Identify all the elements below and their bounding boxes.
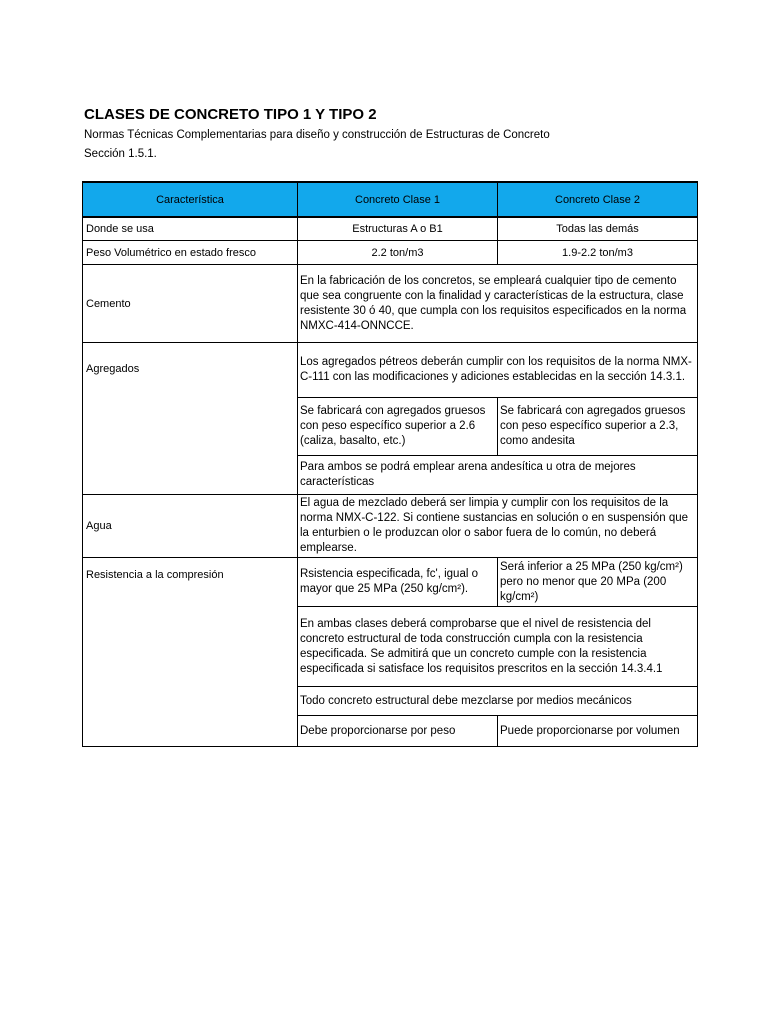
cell-shared: En la fabricación de los concretos, se empleará cualquier tipo de cemento que sea congruente con la finalidad y características de la estructura, clase resistente 30 ó 40, que cumpla con los requisitos especificados en la norma NMXC-414-ONNCCE. xyxy=(298,265,698,343)
table-row xyxy=(83,241,698,265)
header-caracteristica: Característica xyxy=(83,182,298,217)
cell-clase-2: Todas las demás xyxy=(498,217,698,241)
cell-clase-1: Debe proporcionarse por peso xyxy=(298,716,498,747)
table-row xyxy=(83,217,698,241)
table-row xyxy=(83,343,698,398)
table-row xyxy=(83,265,698,343)
row-label: Peso Volumétrico en estado fresco xyxy=(83,241,298,265)
row-label: Cemento xyxy=(83,265,298,343)
row-label: Resistencia a la compresión xyxy=(83,558,298,747)
cell-clase-1: Rsistencia especificada, fc', igual o mayor que 25 MPa (250 kg/cm²). xyxy=(298,558,498,607)
table-row xyxy=(83,558,698,607)
cell-clase-2: Será inferior a 25 MPa (250 kg/cm²) pero no menor que 20 MPa (200 kg/cm²) xyxy=(498,558,698,607)
subtitle: Normas Técnicas Complementarias para diseño y construcción de Estructuras de Concreto xyxy=(84,129,550,141)
cell-shared: Para ambos se podrá emplear arena andesítica u otra de mejores características xyxy=(298,456,698,495)
table-row xyxy=(83,495,698,558)
header-clase-2: Concreto Clase 2 xyxy=(498,182,698,217)
cell-shared: Todo concreto estructural debe mezclarse por medios mecánicos xyxy=(298,687,698,716)
cell-clase-1: Estructuras A o B1 xyxy=(298,217,498,241)
row-label: Donde se usa xyxy=(83,217,298,241)
cell-clase-1: 2.2 ton/m3 xyxy=(298,241,498,265)
cell-clase-2: Puede proporcionarse por volumen xyxy=(498,716,698,747)
row-label: Agregados xyxy=(83,343,298,495)
cell-shared: El agua de mezclado deberá ser limpia y cumplir con los requisitos de la norma NMX-C-122. Si contiene sustancias en solución o en suspensión que la enturbien o le produzcan olor o sabor fuera de lo común, no deberá emplearse. xyxy=(298,495,698,558)
cell-clase-2: Se fabricará con agregados gruesos con peso específico superior a 2.3, como andesita xyxy=(498,398,698,456)
table-header-row xyxy=(83,182,698,217)
section-reference: Sección 1.5.1. xyxy=(84,148,157,160)
cell-clase-2: 1.9-2.2 ton/m3 xyxy=(498,241,698,265)
cell-shared: En ambas clases deberá comprobarse que el nivel de resistencia del concreto estructural de toda construcción cumpla con la resistencia especificada. Se admitirá que un concreto cumple con la resistencia especificada si satisface los requisitos prescritos en la sección 14.3.4.1 xyxy=(298,607,698,687)
row-label: Agua xyxy=(83,495,298,558)
page-title: CLASES DE CONCRETO TIPO 1 Y TIPO 2 xyxy=(84,106,377,123)
concrete-classes-table xyxy=(82,181,698,747)
cell-shared: Los agregados pétreos deberán cumplir con los requisitos de la norma NMX-C-111 con las modificaciones y adiciones establecidas en la sección 14.3.1. xyxy=(298,343,698,398)
header-clase-1: Concreto Clase 1 xyxy=(298,182,498,217)
cell-clase-1: Se fabricará con agregados gruesos con peso específico superior a 2.6 (caliza, basalto, etc.) xyxy=(298,398,498,456)
